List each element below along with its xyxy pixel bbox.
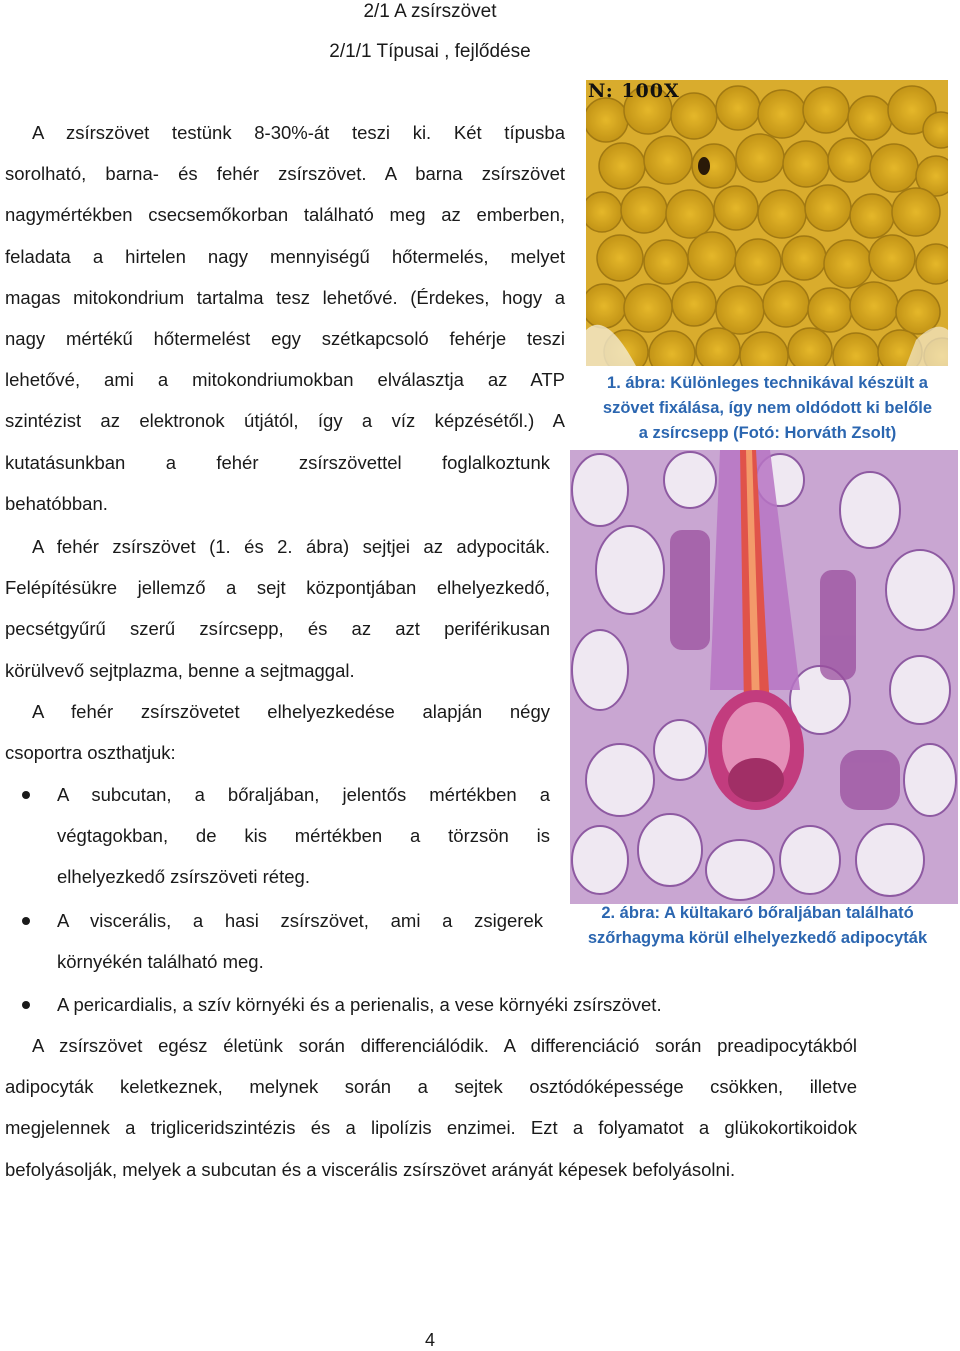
paragraph-line: A fehér zsírszövetet elhelyezkedése alapján négy	[32, 701, 550, 722]
paragraph-line: behatóbban.	[5, 492, 108, 514]
paragraph-line: A fehér zsírszövet (1. és 2. ábra) sejtjei az adypociták.	[32, 536, 550, 557]
bullet-line: környékén található meg.	[57, 951, 264, 973]
section-heading: 2/1 A zsírszövet	[363, 1, 497, 22]
paragraph-line: körülvevő sejtplazma, benne a sejtmaggal.	[5, 659, 355, 681]
paragraph-line: csoportra oszthatjuk:	[5, 742, 176, 764]
caption-line: szövet fixálása, így nem oldódott ki belőle	[602, 399, 933, 417]
paragraph-intro	[5, 112, 565, 524]
bullet-line: elhelyezkedő zsírszöveti réteg.	[57, 866, 310, 888]
paragraph-line: feladata a hirtelen nagy mennyiségű hőtermelés, melyet	[5, 245, 565, 267]
paragraph-line: pecsétgyűrű szerű zsírcsepp, és az azt periférikusan	[5, 618, 550, 640]
bullet-line: A subcutan, a bőraljában, jelentős mértékben a	[57, 784, 550, 805]
paragraph-line: megjelennek a trigliceridszintézis és a lipolízis enzimei. Ezt a folyamatot a glükokortikoidok	[5, 1117, 857, 1139]
paragraph-line: sorolható, barna- és fehér zsírszövet. A barna zsírszövet	[5, 163, 565, 185]
paragraph-line: magas mitokondrium tartalma tesz lehetővé. (Érdekes, hogy a	[5, 286, 565, 308]
paragraph-line: A zsírszövet egész életünk során differenciálódik. A differenciáció során preadipocytákból	[32, 1035, 857, 1056]
bullet-icon	[22, 791, 30, 799]
figure-2-micrograph	[570, 450, 958, 904]
paragraph-line: lehetővé, ami a mitokondriumokban elválasztja az ATP	[5, 369, 565, 391]
caption-line: szőrhagyma körül elhelyezkedő adipocyták	[587, 929, 928, 947]
bullet-icon	[22, 917, 30, 925]
subsection-heading: 2/1/1 Típusai , fejlődése	[329, 41, 531, 62]
caption-line: 2. ábra: A kültakaró bőraljában található	[601, 904, 914, 922]
paragraph-groups	[5, 691, 550, 773]
bullet-item-visceralis	[0, 900, 560, 982]
caption-line: a zsírcsepp (Fotó: Horváth Zsolt)	[638, 424, 897, 442]
bullet-line: A viscerális, a hasi zsírszövet, ami a zsigerek	[57, 910, 543, 931]
paragraph-line: nagy mértékű hőtermelést egy szétkapcsoló fehérje teszi	[5, 328, 565, 350]
bullet-item-pericardialis	[0, 984, 860, 1025]
paragraph-line: kutatásunkban a fehér zsírszövettel foglalkoztunk	[5, 451, 550, 473]
paragraph-line: szintézist az elektronok útjától, így a víz képzésétől.) A	[5, 410, 565, 432]
bullet-line: végtagokban, de kis mértékben a törzsön is	[57, 825, 550, 847]
figure-1-caption	[575, 371, 960, 446]
paragraph-line: befolyásolják, melyek a subcutan és a viscerális zsírszövet arányát képesek befolyásolni.	[5, 1158, 736, 1180]
paragraph-line: Felépítésükre jellemző a sejt központjában elhelyezkedő,	[5, 577, 550, 599]
bullet-item-subcutan	[0, 774, 560, 898]
bullet-line: A pericardialis, a szív környéki és a perienalis, a vese környéki zsírszövet.	[57, 994, 662, 1015]
paragraph-line: nagymértékben csecsemőkorban található meg az emberben,	[5, 204, 565, 226]
paragraph-line: adipocyták keletkeznek, melynek során a sejtek osztódóképessége csökken, illetve	[5, 1076, 857, 1098]
figure-2-caption	[565, 901, 950, 951]
paragraph-line: A zsírszövet testünk 8-30%-át teszi ki. Két típusba	[32, 122, 565, 143]
paragraph-adipocytes	[5, 526, 550, 691]
figure-1-micrograph	[586, 80, 948, 366]
paragraph-differentiation	[5, 1025, 857, 1190]
hair-follicle-image	[570, 450, 958, 904]
bullet-icon	[22, 1001, 30, 1009]
fat-tissue-image	[586, 80, 948, 366]
magnification-label: N: 100X	[588, 80, 680, 102]
caption-line: 1. ábra: Különleges technikával készült a	[607, 374, 928, 392]
page-number: 4	[424, 1330, 435, 1350]
